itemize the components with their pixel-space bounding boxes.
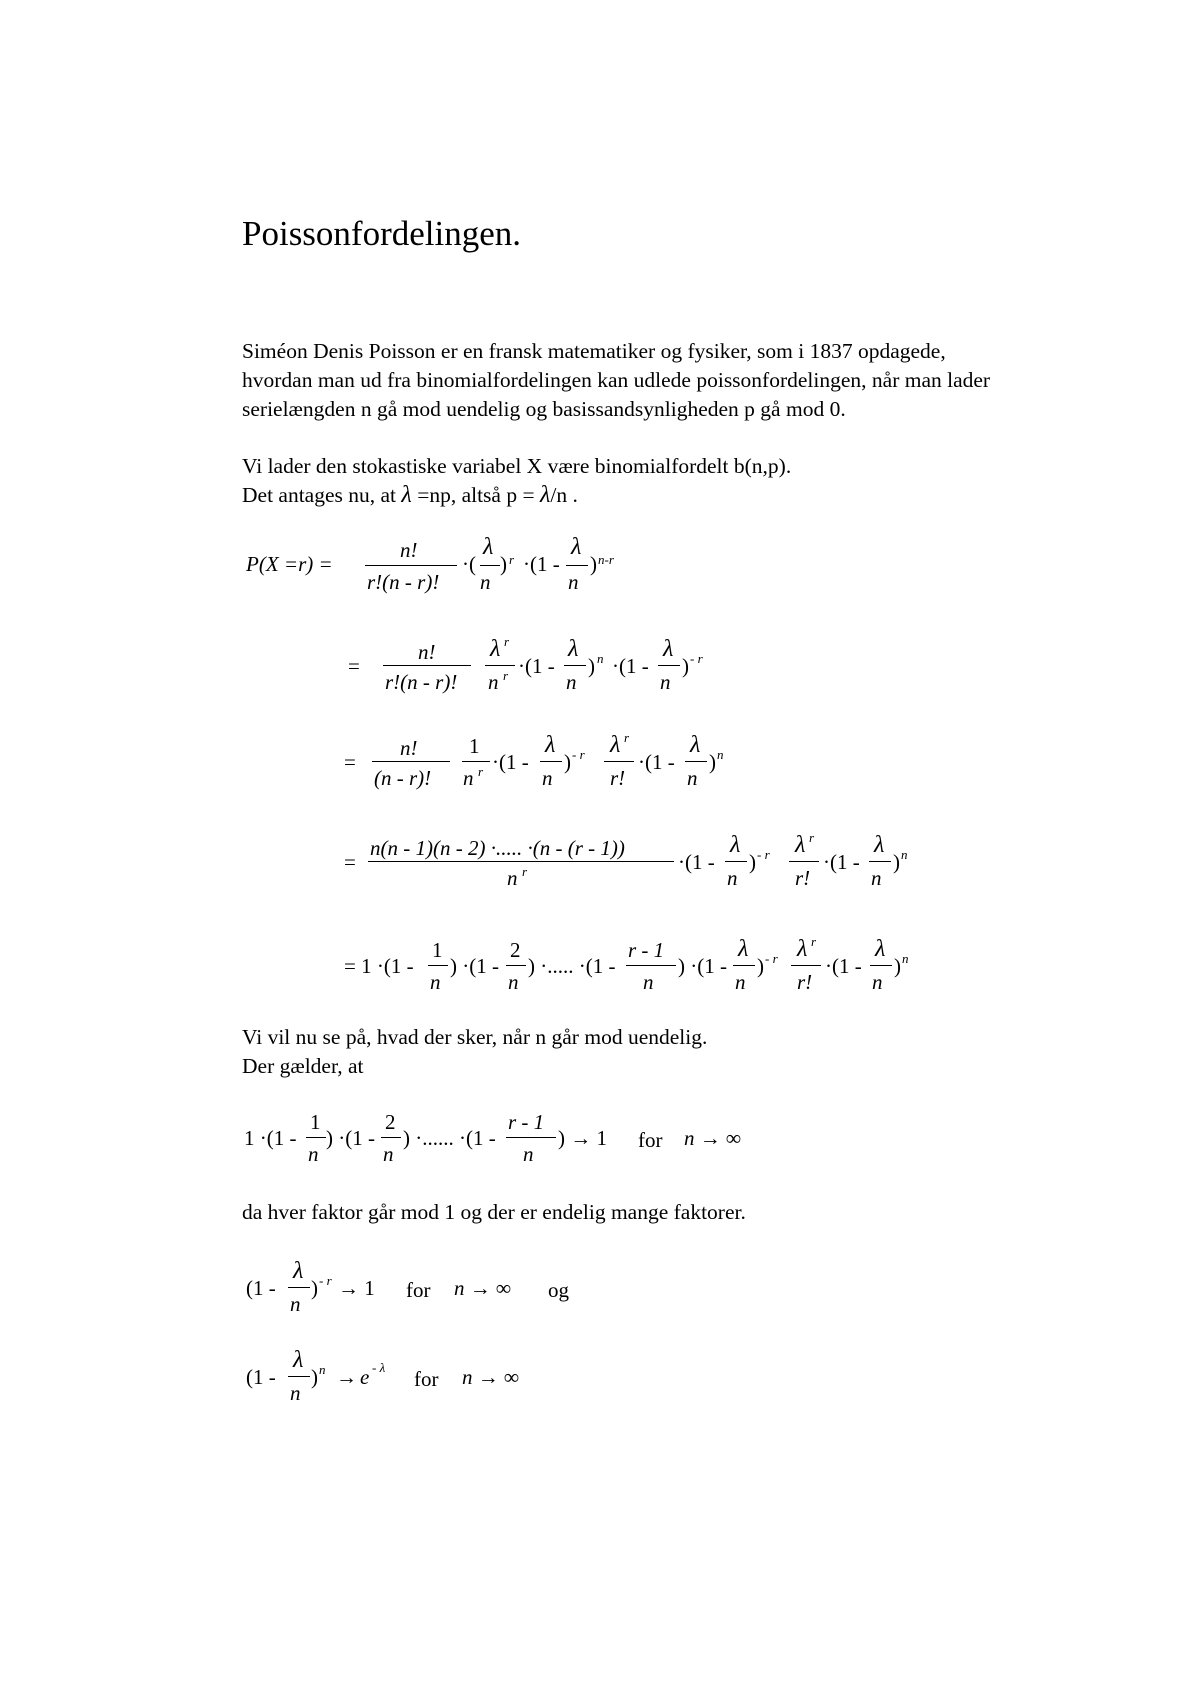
math-token: og — [548, 1278, 569, 1302]
intro-line-3: serielængden n gå mod uendelig og basissandsynligheden p gå mod 0. — [242, 397, 846, 421]
fraction-bar — [658, 665, 680, 666]
math-token: n — [687, 766, 698, 790]
lambda-symbol: λ — [795, 832, 806, 858]
eq4-frac1-num: n(n - 1)(n - 2) ·..... ·(n - (r - 1)) — [370, 836, 625, 860]
setup-line-2 — [242, 481, 791, 510]
math-token: ) ·(1 - — [450, 954, 499, 978]
math-token: ·(1 - — [612, 654, 649, 678]
math-token: ) — [500, 552, 507, 576]
math-token: r - 1 — [508, 1110, 545, 1134]
math-token: - r — [757, 847, 770, 862]
math-token: n — [901, 847, 908, 862]
math-token: n — [902, 951, 909, 966]
math-token: n — [872, 970, 883, 994]
lambda-symbol: λ — [483, 534, 494, 560]
lambda-symbol: λ — [571, 534, 582, 560]
text-fragment: =np, altså p = — [411, 483, 540, 507]
lambda-symbol: λ — [874, 832, 885, 858]
math-token: e — [360, 1365, 370, 1389]
math-token: (1 - — [246, 1365, 276, 1389]
math-token: = — [344, 750, 356, 774]
math-token: (1 - — [246, 1276, 276, 1300]
lambda-symbol: λ — [293, 1347, 304, 1373]
lambda-symbol: λ — [545, 732, 556, 758]
math-token: n-r — [598, 552, 614, 567]
math-token: - r — [572, 747, 585, 762]
lambda-symbol: λ — [663, 636, 674, 662]
math-token: - λ — [372, 1360, 386, 1375]
math-token: r - 1 — [628, 938, 665, 962]
fraction-bar — [381, 1137, 401, 1138]
math-token: ·(1 - — [825, 954, 862, 978]
math-token: r — [509, 552, 515, 567]
math-token: n — [488, 670, 499, 694]
math-token: n — [383, 1142, 394, 1166]
math-token: r — [809, 830, 815, 845]
math-token: = 1 ·(1 - — [344, 954, 414, 978]
math-token: r! — [795, 866, 811, 890]
math-token: for — [406, 1278, 431, 1302]
text-fragment: /n . — [550, 483, 578, 507]
math-token: ) — [757, 954, 764, 978]
math-token: 1 — [469, 734, 480, 758]
math-token: 1 ·(1 - — [244, 1126, 297, 1150]
math-token: ) ·(1 - — [678, 954, 727, 978]
factors-text: da hver faktor går mod 1 og der er endelig mange faktorer. — [242, 1200, 746, 1224]
math-token: ·(1 - — [823, 850, 860, 874]
math-token: r — [504, 634, 510, 649]
math-token: - r — [690, 651, 703, 666]
math-token: = — [348, 654, 360, 678]
lambda-symbol: λ — [730, 832, 741, 858]
math-token: n — [463, 766, 474, 790]
fraction-bar — [789, 861, 819, 862]
fraction-bar — [506, 965, 526, 966]
fraction-bar — [480, 565, 500, 566]
math-token: n — [717, 747, 724, 762]
math-token: n — [568, 570, 579, 594]
fraction-bar — [288, 1287, 310, 1288]
math-token: 2 — [510, 938, 521, 962]
math-token: n — [735, 970, 746, 994]
fraction-bar — [725, 861, 747, 862]
fraction-bar — [365, 565, 457, 566]
limit-line-1: Vi vil nu se på, hvad der sker, når n går mod uendelig. — [242, 1025, 708, 1049]
fraction-bar — [685, 761, 707, 762]
math-token: ) — [590, 552, 597, 576]
math-token: → — [336, 1365, 357, 1389]
fraction-bar — [604, 761, 634, 762]
math-token: ) ·(1 - — [326, 1126, 375, 1150]
math-token: n — [523, 1142, 534, 1166]
math-token: → 1 — [338, 1276, 375, 1300]
math-token: n — [290, 1292, 301, 1316]
math-token: - r — [319, 1273, 332, 1288]
fraction-bar — [462, 761, 490, 762]
lambda-symbol: λ — [539, 482, 551, 508]
fraction-bar — [869, 861, 891, 862]
math-token: ·( — [462, 552, 476, 576]
math-token: - r — [765, 951, 778, 966]
lambda-symbol: λ — [690, 732, 701, 758]
math-token: ·(1 - — [492, 750, 529, 774]
math-token: ·(1 - — [523, 552, 560, 576]
math-token: n — [508, 970, 519, 994]
fraction-bar — [791, 965, 821, 966]
math-token: ) — [588, 654, 595, 678]
math-token: n — [871, 866, 882, 890]
math-token: = — [344, 850, 356, 874]
fraction-bar — [368, 861, 674, 862]
math-token: r — [624, 730, 630, 745]
fraction-bar — [372, 761, 450, 762]
math-token: n — [727, 866, 738, 890]
math-token: ) — [564, 750, 571, 774]
math-token: ·(1 - — [638, 750, 675, 774]
fraction-bar — [428, 965, 448, 966]
fraction-bar — [288, 1376, 310, 1377]
math-token: n — [430, 970, 441, 994]
math-token: r — [503, 668, 509, 683]
math-token: r! — [610, 766, 626, 790]
math-token: n — [290, 1381, 301, 1405]
math-token: ·(1 - — [678, 850, 715, 874]
math-token: n → ∞ — [684, 1126, 741, 1150]
eq1-lhs: P(X =r) = — [246, 552, 333, 576]
intro-line-2: hvordan man ud fra binomialfordelingen kan udlede poissonfordelingen, når man lader — [242, 368, 991, 392]
fraction-bar — [306, 1137, 326, 1138]
math-token: ) — [894, 954, 901, 978]
eq1-frac1-num: n! — [400, 538, 418, 562]
fraction-bar — [485, 665, 515, 666]
fraction-bar — [566, 565, 588, 566]
eq1-frac1-den: r!(n - r)! — [367, 570, 440, 594]
math-token: ) — [893, 850, 900, 874]
math-token: n — [643, 970, 654, 994]
intro-line-1: Siméon Denis Poisson er en fransk matematiker og fysiker, som i 1837 opdagede, — [242, 339, 946, 363]
math-token: 2 — [385, 1110, 396, 1134]
math-token: ) → 1 — [558, 1126, 607, 1150]
fraction-bar — [383, 665, 471, 666]
fraction-bar — [733, 965, 755, 966]
eq2-frac1-den: r!(n - r)! — [385, 670, 458, 694]
math-token: n — [507, 866, 518, 890]
math-token: n — [660, 670, 671, 694]
math-token: n → ∞ — [454, 1276, 511, 1300]
setup-paragraph — [242, 452, 791, 510]
math-token: ) ·..... ·(1 - — [528, 954, 616, 978]
lambda-symbol: λ — [293, 1258, 304, 1284]
lambda-symbol: λ — [610, 732, 621, 758]
lambda-symbol: λ — [738, 936, 749, 962]
math-token: n — [319, 1362, 326, 1377]
math-token: ) — [311, 1365, 318, 1389]
math-token: for — [414, 1367, 439, 1391]
math-token: ) — [709, 750, 716, 774]
math-token: r — [478, 764, 484, 779]
lambda-symbol: λ — [401, 482, 412, 508]
fraction-bar — [540, 761, 562, 762]
math-token: r — [522, 864, 528, 879]
math-token: 1 — [432, 938, 443, 962]
setup-line-1: Vi lader den stokastiske variabel X være binomialfordelt b(n,p). — [242, 454, 792, 478]
math-token: ) — [682, 654, 689, 678]
fraction-bar — [506, 1137, 556, 1138]
math-token: 1 — [310, 1110, 321, 1134]
math-token: r! — [797, 970, 813, 994]
math-token: ) — [749, 850, 756, 874]
math-token: for — [638, 1128, 663, 1152]
intro-paragraph — [242, 337, 990, 424]
eq3-frac1-den: (n - r)! — [374, 766, 432, 790]
eq3-frac1-num: n! — [400, 736, 418, 760]
math-token: n — [566, 670, 577, 694]
fraction-bar — [626, 965, 676, 966]
limit-line-2: Der gælder, at — [242, 1054, 364, 1078]
lambda-symbol: λ — [490, 636, 501, 662]
math-token: n — [542, 766, 553, 790]
math-token: n — [308, 1142, 319, 1166]
lambda-symbol: λ — [875, 936, 886, 962]
lambda-symbol: λ — [797, 936, 808, 962]
math-token: ) ·...... ·(1 - — [403, 1126, 496, 1150]
lambda-symbol: λ — [568, 636, 579, 662]
text-fragment: Det antages nu, at — [242, 483, 402, 507]
page-title: Poissonfordelingen. — [242, 214, 522, 253]
math-token: r — [811, 934, 817, 949]
limit-paragraph — [242, 1023, 707, 1081]
math-token: n → ∞ — [462, 1365, 519, 1389]
fraction-bar — [870, 965, 892, 966]
eq2-frac1-num: n! — [418, 640, 436, 664]
math-token: ) — [311, 1276, 318, 1300]
math-token: n — [597, 651, 604, 666]
math-token: ·(1 - — [518, 654, 555, 678]
math-token: n — [480, 570, 491, 594]
fraction-bar — [564, 665, 586, 666]
